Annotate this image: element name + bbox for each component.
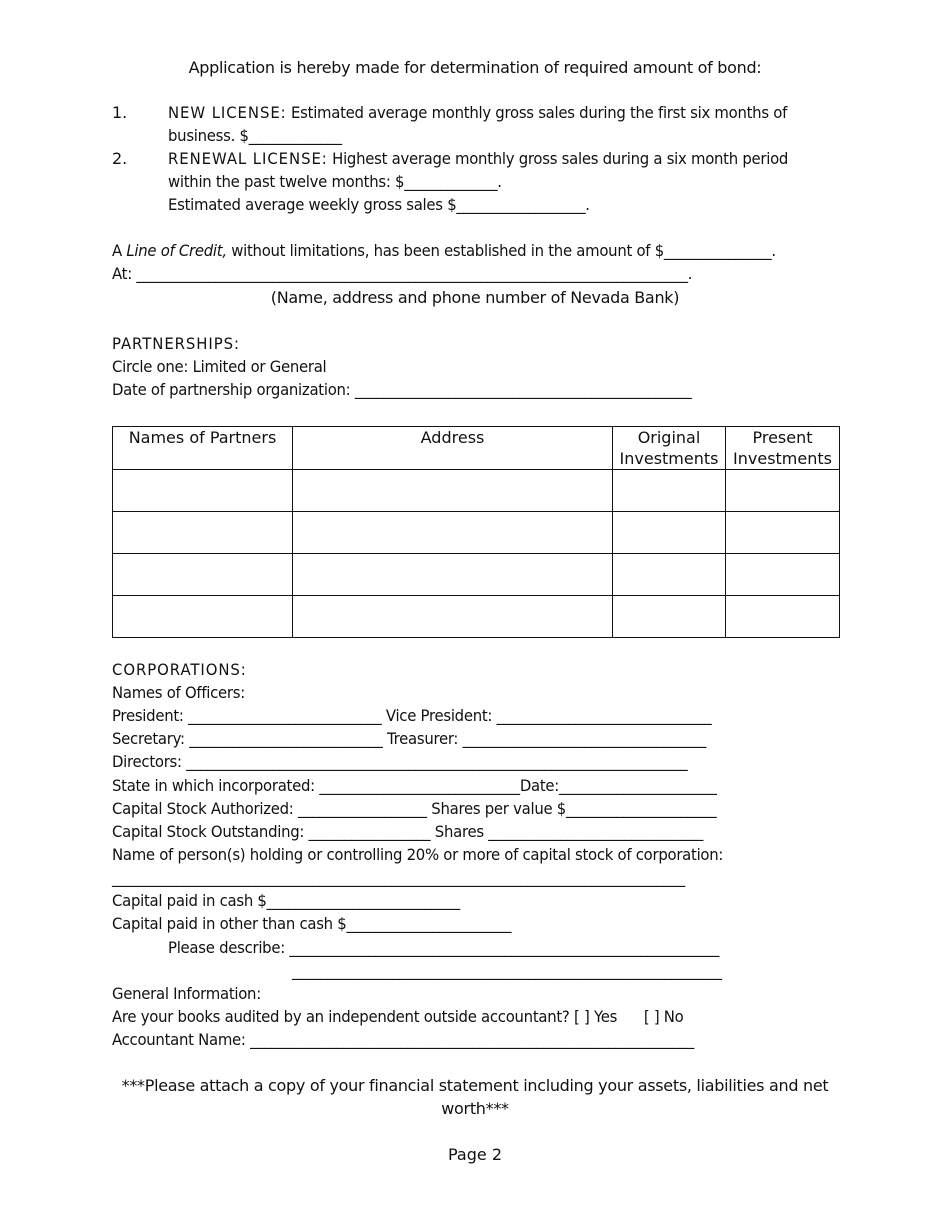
bank-at-field[interactable]: At: _____________________________________________________________________________. [112, 264, 693, 283]
item-1-number: 1. [112, 103, 128, 122]
audited-question[interactable]: Are your books audited by an independent outside accountant? [ ] Yes [ ] No [112, 1007, 684, 1026]
partnerships-heading: PARTNERSHIPS: [112, 334, 240, 353]
capital-paid-other-field[interactable]: Capital paid in other than cash $_______________________ [112, 914, 512, 933]
partner-present-cell[interactable] [726, 470, 840, 512]
please-describe-field-2[interactable]: ____________________________________________________________ [292, 961, 722, 980]
partner-original-cell[interactable] [613, 596, 726, 638]
new-license-sales-field[interactable]: business. $_____________ [168, 126, 342, 145]
president-field[interactable]: President: ___________________________ Vice President: ______________________________ [112, 706, 712, 725]
partner-original-cell[interactable] [613, 512, 726, 554]
capital-stock-outstanding-field[interactable]: Capital Stock Outstanding: _________________ Shares ______________________________ [112, 822, 704, 841]
financial-statement-note: ***Please attach a copy of your financial statement including your assets, liabilities and net [121, 1076, 829, 1095]
table-row [113, 512, 840, 554]
partner-name-cell[interactable] [113, 470, 293, 512]
circle-one-field[interactable]: Circle one: Limited or General [112, 357, 327, 376]
table-header-row [113, 427, 840, 470]
capital-stock-authorized-field[interactable]: Capital Stock Authorized: __________________ Shares per value $_____________________ [112, 799, 717, 818]
col-header-present-investments: Present Investments [726, 427, 840, 470]
renewal-monthly-sales-field[interactable]: within the past twelve months: $_____________. [168, 172, 502, 191]
partner-original-cell[interactable] [613, 554, 726, 596]
partner-present-cell[interactable] [726, 554, 840, 596]
col-header-original-investments: Original Investments [613, 427, 726, 470]
table-row [113, 470, 840, 512]
partner-address-cell[interactable] [293, 512, 613, 554]
partner-address-cell[interactable] [293, 470, 613, 512]
partnership-date-field[interactable]: Date of partnership organization: _______________________________________________ [112, 380, 692, 399]
general-info-heading: General Information: [112, 984, 261, 1003]
partner-address-cell[interactable] [293, 596, 613, 638]
corporations-heading: CORPORATIONS: [112, 660, 247, 679]
state-incorporated-field[interactable]: State in which incorporated: ____________________________Date:______________________ [112, 776, 717, 795]
item-2-number: 2. [112, 149, 128, 168]
page-number: Page 2 [448, 1145, 502, 1164]
partner-name-cell[interactable] [113, 554, 293, 596]
directors-field[interactable]: Directors: ______________________________________________________________________ [112, 752, 688, 771]
partner-name-cell[interactable] [113, 596, 293, 638]
renewal-license-line: RENEWAL LICENSE: Highest average monthly gross sales during a six month period [168, 149, 789, 168]
partner-present-cell[interactable] [726, 596, 840, 638]
table-row [113, 554, 840, 596]
accountant-name-field[interactable]: Accountant Name: ______________________________________________________________ [112, 1030, 695, 1049]
col-header-address: Address [293, 427, 613, 470]
partner-present-cell[interactable] [726, 512, 840, 554]
financial-statement-note-2: worth*** [441, 1099, 509, 1118]
partner-original-cell[interactable] [613, 470, 726, 512]
table-row [113, 596, 840, 638]
secretary-field[interactable]: Secretary: ___________________________ Treasurer: __________________________________ [112, 729, 707, 748]
line-of-credit-field[interactable]: A Line of Credit, without limitations, has been established in the amount of $_______________. [112, 241, 776, 260]
weekly-sales-field[interactable]: Estimated average weekly gross sales $__________________. [168, 195, 590, 214]
new-license-line: NEW LICENSE: Estimated average monthly gross sales during the first six months of [168, 103, 788, 122]
please-describe-field[interactable]: Please describe: ____________________________________________________________ [168, 938, 720, 957]
partners-table [112, 426, 840, 638]
bank-note: (Name, address and phone number of Nevada Bank) [270, 288, 680, 307]
col-header-names: Names of Partners [113, 427, 293, 470]
intro-text: Application is hereby made for determination of required amount of bond: [188, 58, 762, 77]
partner-name-cell[interactable] [113, 512, 293, 554]
names-of-officers-label: Names of Officers: [112, 683, 245, 702]
new-license-label: NEW LICENSE: [168, 103, 287, 122]
capital-paid-cash-field[interactable]: Capital paid in cash $___________________________ [112, 891, 460, 910]
controlling-persons-label: Name of person(s) holding or controlling 20% or more of capital stock of corporation: [112, 845, 724, 864]
renewal-license-label: RENEWAL LICENSE: [168, 149, 328, 168]
partner-address-cell[interactable] [293, 554, 613, 596]
controlling-persons-field[interactable]: ________________________________________________________________________________ [112, 868, 685, 887]
